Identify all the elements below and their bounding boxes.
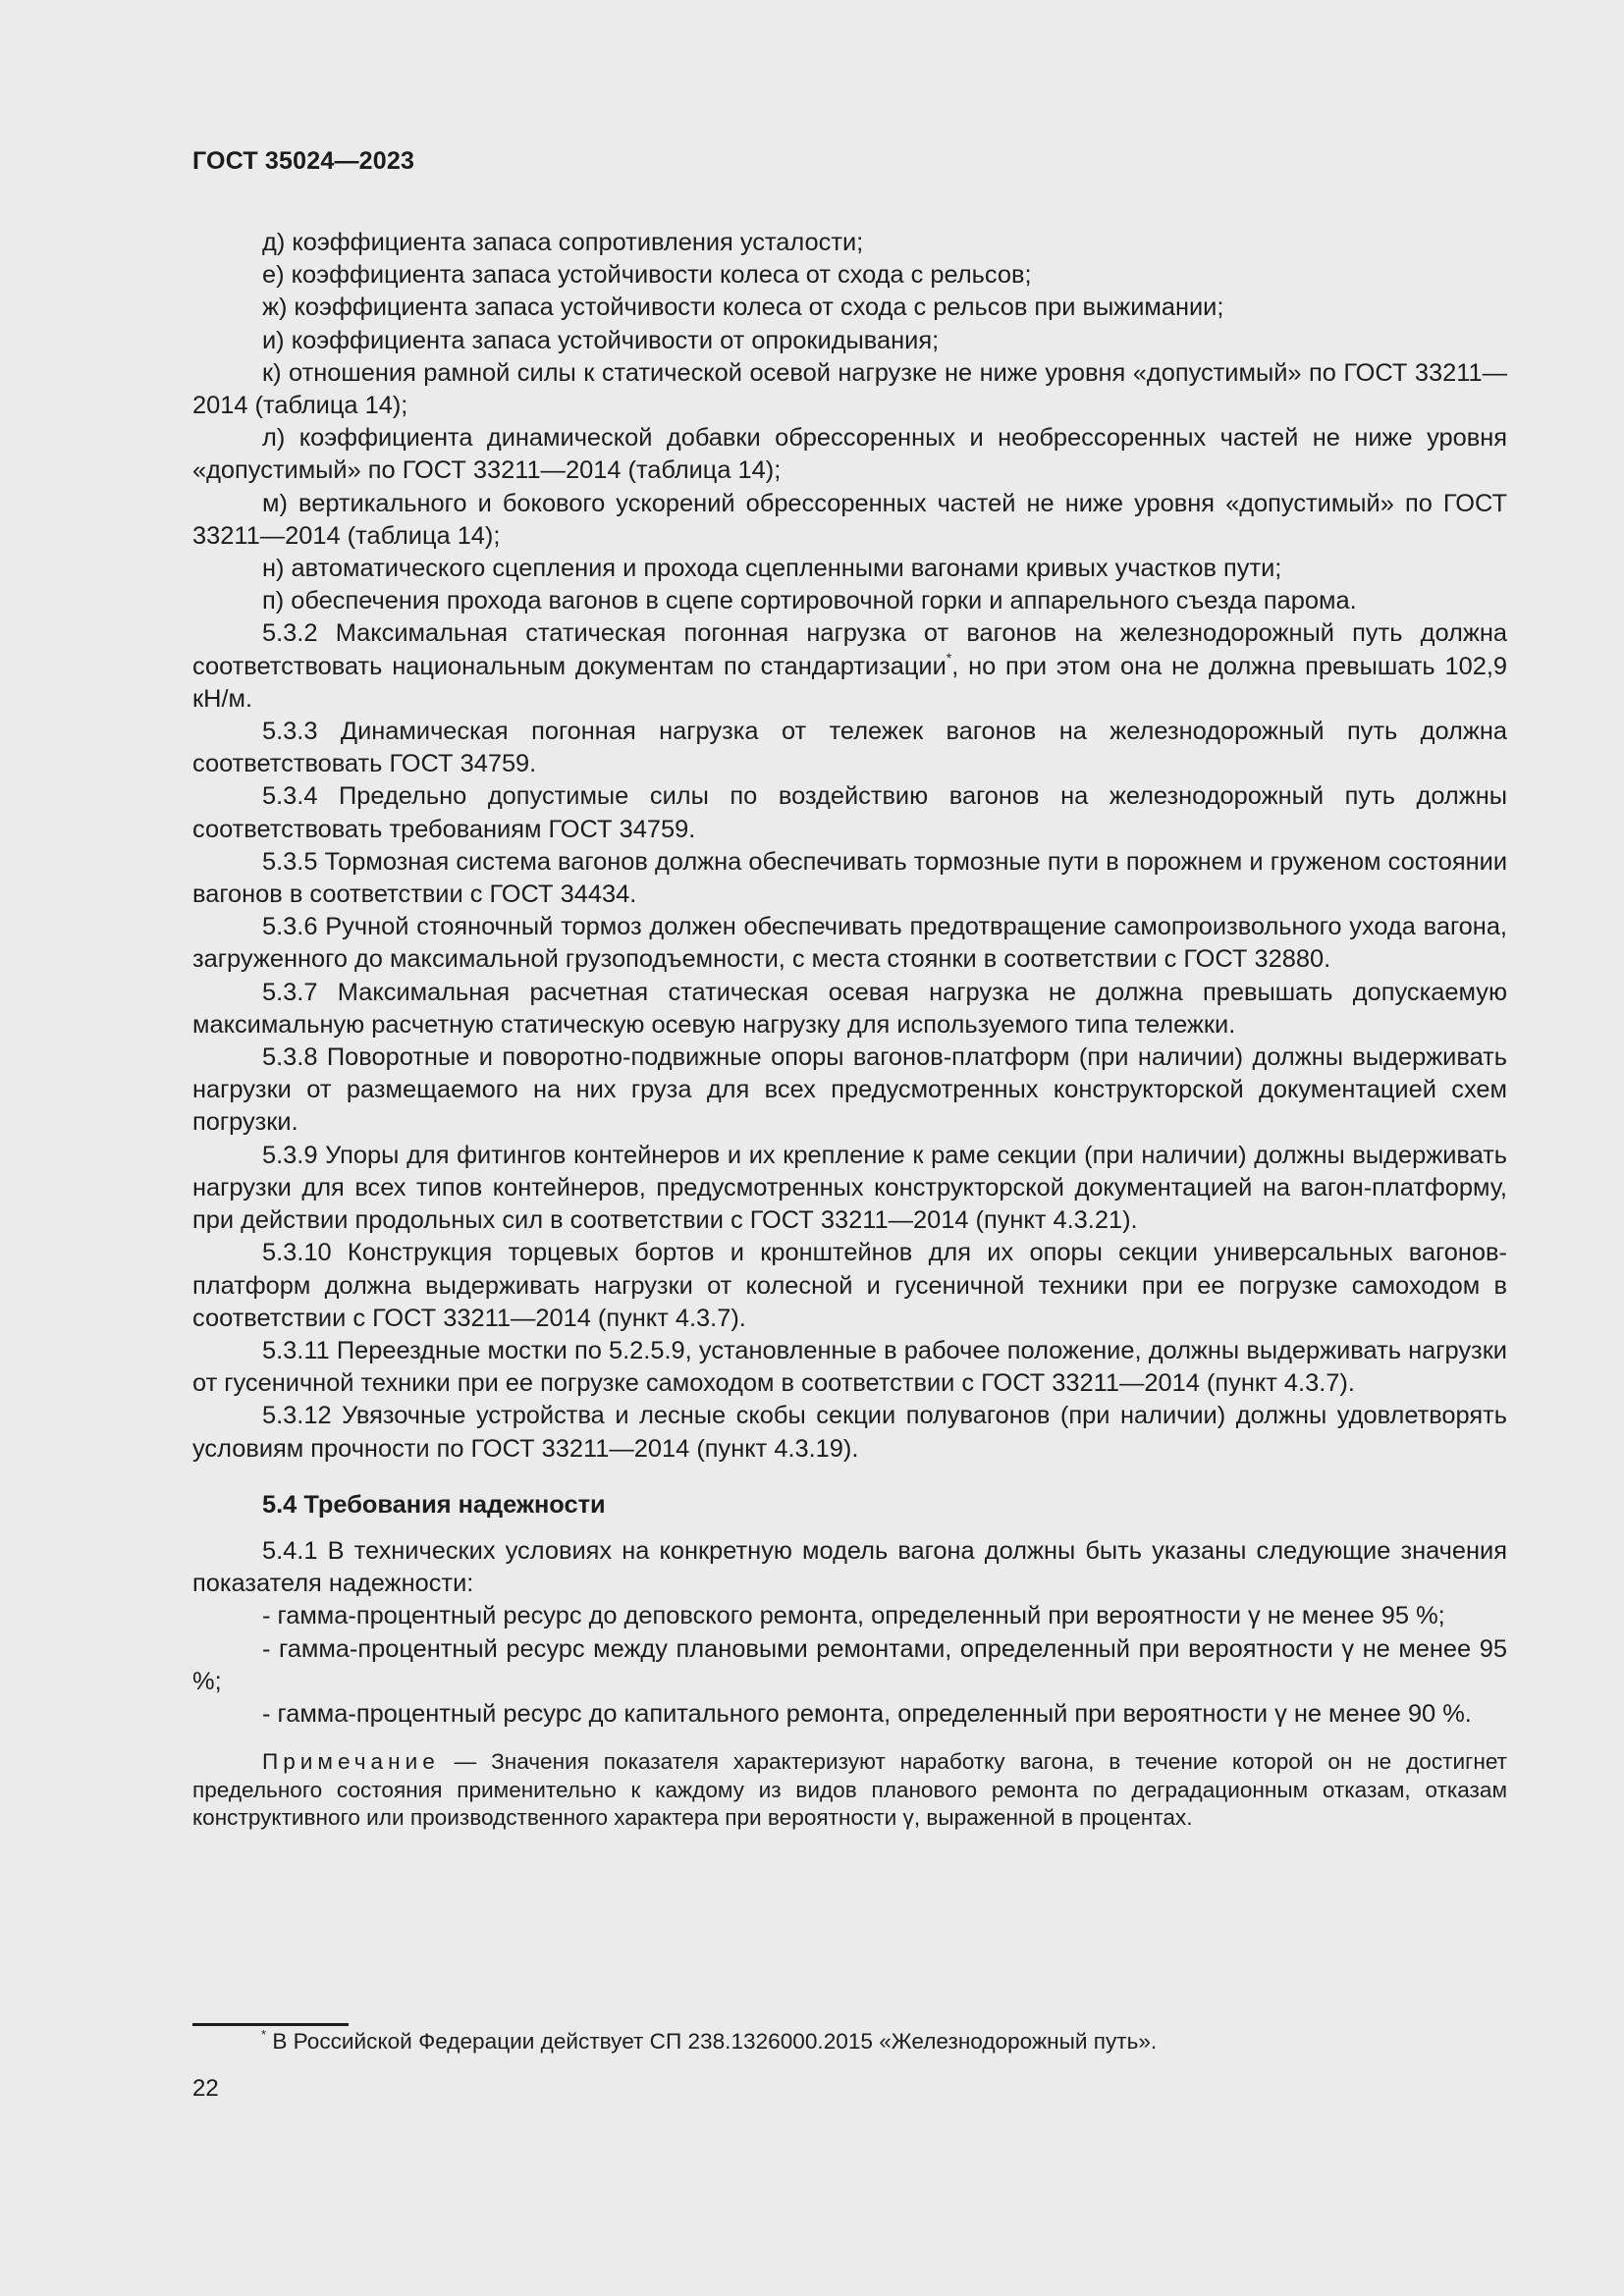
section-heading: 5.4 Требования надежности bbox=[262, 1490, 606, 1519]
footnote bbox=[261, 2028, 1157, 2056]
paragraph-5-4-1: 5.4.1 В технических условиях на конкретную модель вагона должны быть указаны следующие значения показателя надежности: bbox=[192, 1536, 1507, 1598]
list-item: л) коэффициента динамической добавки обрессоренных и необрессоренных частей не ниже уровня «допустимый» по ГОСТ 33211—2014 (таблица 14); bbox=[192, 424, 1507, 485]
bullet-item: - гамма-процентный ресурс между плановыми ремонтами, определенный при вероятности γ не менее 95 %; bbox=[192, 1634, 1507, 1695]
paragraph-5-3-4: 5.3.4 Предельно допустимые силы по воздействию вагонов на железнодорожный путь должны соответствовать требованиям ГОСТ 34759. bbox=[192, 782, 1507, 843]
document-header: ГОСТ 35024—2023 bbox=[192, 147, 415, 175]
footnote-mark: * bbox=[261, 2027, 267, 2042]
document-body bbox=[192, 227, 1507, 1833]
note-text: — Значения показателя характеризуют наработку вагона, в течение которой он не достигнет предельного состояния применительно к каждому из видов планового ремонта по деградационным отказам, отказам конструктивного или производственного характера при вероятности γ, выраженной в процентах. bbox=[192, 1749, 1507, 1831]
paragraph-5-3-3: 5.3.3 Динамическая погонная нагрузка от тележек вагонов на железнодорожный путь должна соответствовать ГОСТ 34759. bbox=[192, 718, 1507, 778]
list-item: и) коэффициента запаса устойчивости от опрокидывания; bbox=[262, 326, 940, 354]
footnote-divider bbox=[192, 2023, 349, 2026]
paragraph-5-3-8: 5.3.8 Поворотные и поворотно-подвижные опоры вагонов-платформ (при наличии) должны выдерживать нагрузки от размещаемого на них груза для всех предусмотренных конструкторской документацией схем погрузки. bbox=[192, 1043, 1507, 1137]
footnote-text: В Российской Федерации действует СП 238.1326000.2015 «Железнодорожный путь». bbox=[266, 2029, 1158, 2054]
list-item: ж) коэффициента запаса устойчивости колеса от схода с рельсов при выжимании; bbox=[262, 294, 1224, 322]
paragraph-text: , но при этом она не должна превышать 102,9 кН/м. bbox=[192, 652, 1507, 713]
bullet-item: - гамма-процентный ресурс до капитального ремонта, определенный при вероятности γ не менее 90 %. bbox=[262, 1699, 1472, 1728]
paragraph-text: 5.3.2 Максимальная статическая погонная нагрузка от вагонов на железнодорожный путь должна соответствовать национальным документам по стандартизации bbox=[192, 619, 1507, 680]
list-item: н) автоматического сцепления и прохода сцепленными вагонами кривых участков пути; bbox=[262, 555, 1282, 583]
paragraph-5-3-2 bbox=[192, 617, 1507, 716]
bullet-item: - гамма-процентный ресурс до деповского ремонта, определенный при вероятности γ не менее 95 %; bbox=[262, 1602, 1445, 1630]
note bbox=[192, 1748, 1507, 1833]
list-item: к) отношения рамной силы к статической осевой нагрузке не ниже уровня «допустимый» по ГОСТ 33211—2014 (таблица 14); bbox=[192, 358, 1507, 420]
list-item: е) коэффициента запаса устойчивости колеса от схода с рельсов; bbox=[262, 261, 1032, 290]
paragraph-5-3-12: 5.3.12 Увязочные устройства и лесные скобы секции полувагонов (при наличии) должны удовлетворять условиям прочности по ГОСТ 33211—2014 (пункт 4.3.19). bbox=[192, 1402, 1507, 1463]
note-label: Примечание bbox=[262, 1749, 440, 1775]
paragraph-5-3-5: 5.3.5 Тормозная система вагонов должна обеспечивать тормозные пути в порожнем и груженом состоянии вагонов в соответствии с ГОСТ 34434. bbox=[192, 847, 1507, 909]
page-number: 22 bbox=[192, 2075, 219, 2102]
paragraph-5-3-11: 5.3.11 Переездные мостки по 5.2.5.9, установленные в рабочее положение, должны выдерживать нагрузки от гусеничной техники при ее погрузке самоходом в соответствии с ГОСТ 33211—2014 (пункт 4.3.7). bbox=[192, 1336, 1507, 1398]
list-item: м) вертикального и бокового ускорений обрессоренных частей не ниже уровня «допустимый» по ГОСТ 33211—2014 (таблица 14); bbox=[192, 489, 1507, 550]
paragraph-5-3-10: 5.3.10 Конструкция торцевых бортов и кронштейнов для их опоры секции универсальных вагонов-платформ должна выдерживать нагрузки от колесной и гусеничной техники при ее погрузке самоходом в соответствии с ГОСТ 33211—2014 (пункт 4.3.7). bbox=[192, 1239, 1507, 1332]
paragraph-5-3-7: 5.3.7 Максимальная расчетная статическая осевая нагрузка не должна превышать допускаемую максимальную расчетную статическую осевую нагрузку для используемого типа тележки. bbox=[192, 978, 1507, 1039]
paragraph-5-3-9: 5.3.9 Упоры для фитингов контейнеров и их крепление к раме секции (при наличии) должны выдерживать нагрузки для всех типов контейнеров, предусмотренных конструкторской документацией на вагон-платформу, при действии продольных сил в соответствии с ГОСТ 33211—2014 (пункт 4.3.21). bbox=[192, 1141, 1507, 1235]
footnote-reference[interactable]: * bbox=[946, 649, 952, 666]
paragraph-5-3-6: 5.3.6 Ручной стояночный тормоз должен обеспечивать предотвращение самопроизвольного ухода вагона, загруженного до максимальной грузоподъемности, с места стоянки в соответствии с ГОСТ 32880. bbox=[192, 913, 1507, 974]
list-item: д) коэффициента запаса сопротивления усталости; bbox=[262, 229, 864, 256]
list-item: п) обеспечения прохода вагонов в сцепе сортировочной горки и аппарельного съезда парома. bbox=[262, 587, 1357, 615]
